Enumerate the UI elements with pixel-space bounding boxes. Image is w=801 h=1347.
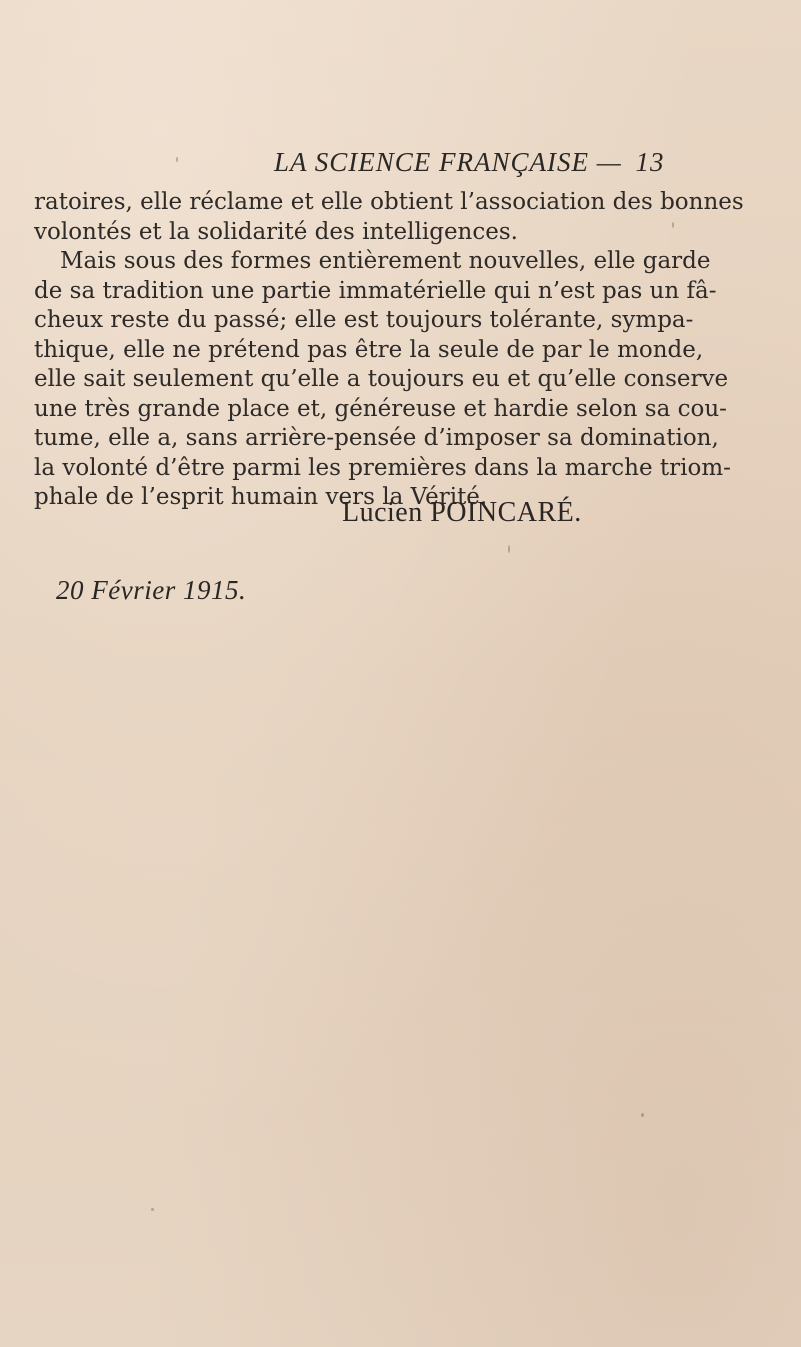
author-signature: Lucien POINCARÉ.	[342, 497, 582, 528]
text-line: la volonté d’être parmi les premières dans la marche triom-	[34, 454, 731, 481]
running-head	[274, 147, 665, 178]
page-number: 13	[635, 147, 665, 177]
text-line: elle sait seulement qu’elle a toujours eu et qu’elle conserve	[34, 366, 729, 392]
text-line: thique, elle ne prétend pas être la seule de par le monde,	[34, 336, 704, 363]
body-text	[34, 188, 744, 513]
text-line: tume, elle a, sans arrière-pensée d’imposer sa domination,	[34, 425, 719, 451]
text-line: ratoires, elle réclame et elle obtient l’association des bonnes	[34, 189, 744, 215]
text-line: une très grande place et, généreuse et hardie selon sa cou-	[34, 395, 727, 422]
running-title: LA SCIENCE FRANÇAISE —	[274, 147, 622, 177]
text-line: cheux reste du passé; elle est toujours tolérante, sympa-	[34, 307, 694, 333]
dateline: 20 Février 1915.	[56, 575, 247, 605]
text-line: volontés et la solidarité des intelligences.	[34, 218, 518, 245]
paragraph-start-line: Mais sous des formes entièrement nouvelles, elle garde	[60, 248, 711, 274]
paper-speck	[508, 545, 510, 553]
paper-speck	[672, 222, 674, 228]
text-line: de sa tradition une partie immatérielle qui n’est pas un fâ-	[34, 277, 717, 304]
paper-speck	[151, 1208, 154, 1211]
paper-speck	[641, 1113, 644, 1117]
text-line: phale de l’esprit humain vers la Vérité.	[34, 484, 488, 510]
paper-speck	[176, 157, 178, 162]
